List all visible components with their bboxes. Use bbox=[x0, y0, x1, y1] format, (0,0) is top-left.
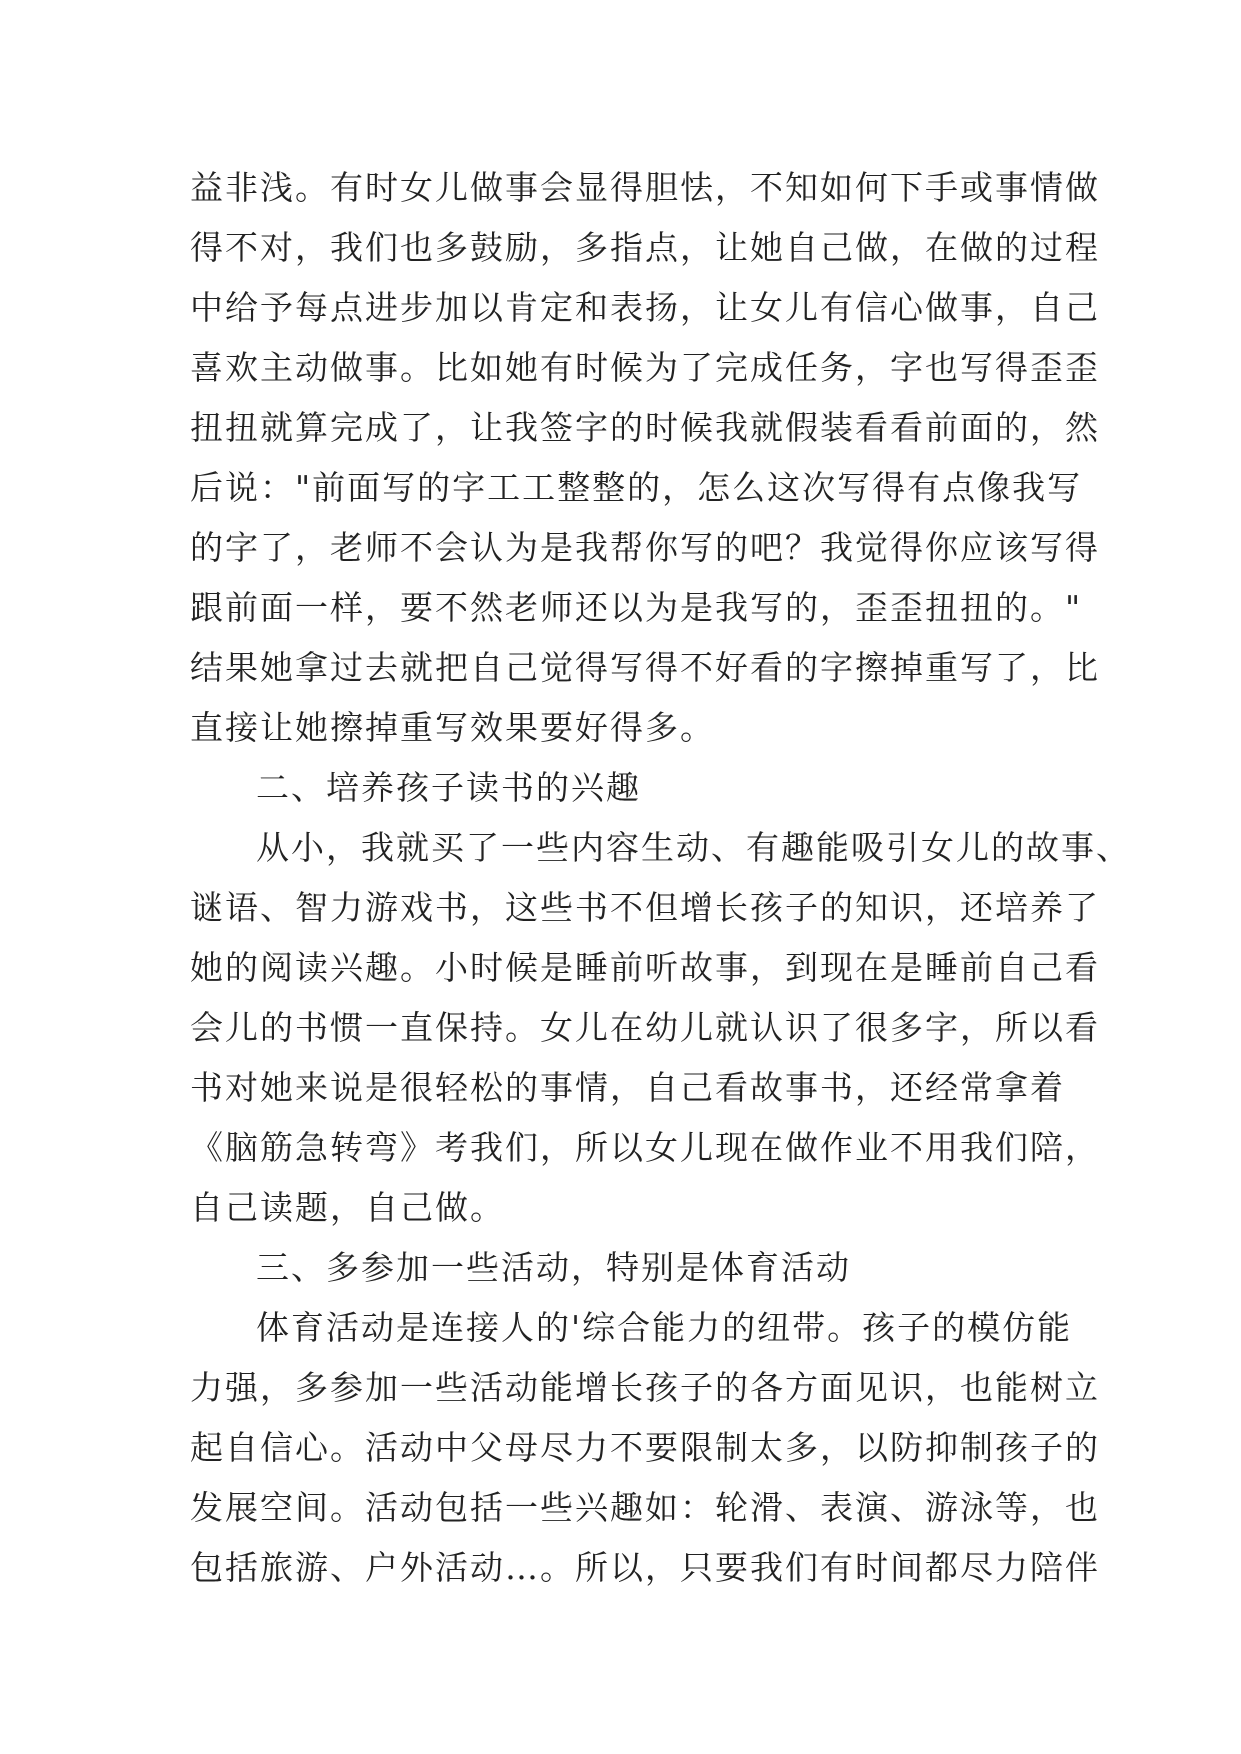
text-line: 自己读题，自己做。 bbox=[190, 1188, 505, 1227]
text-line: 书对她来说是很轻松的事情，自己看故事书，还经常拿着 bbox=[190, 1068, 1065, 1107]
text-line: 从小，我就买了一些内容生动、有趣能吸引女儿的故事、 bbox=[256, 828, 1131, 867]
text-line: 中给予每点进步加以肯定和表扬，让女儿有信心做事，自己 bbox=[190, 288, 1100, 327]
text-line: 《脑筋急转弯》考我们，所以女儿现在做作业不用我们陪， bbox=[190, 1128, 1100, 1167]
text-line: 跟前面一样，要不然老师还以为是我写的，歪歪扭扭的。" bbox=[190, 588, 1083, 627]
text-line: 会儿的书惯一直保持。女儿在幼儿就认识了很多字，所以看 bbox=[190, 1008, 1100, 1047]
text-line: 喜欢主动做事。比如她有时候为了完成任务，字也写得歪歪 bbox=[190, 348, 1100, 387]
text-line: 后说："前面写的字工工整整的，怎么这次写得有点像我写 bbox=[190, 468, 1083, 507]
text-line: 益非浅。有时女儿做事会显得胆怯，不知如何下手或事情做 bbox=[190, 168, 1100, 207]
text-line: 的字了，老师不会认为是我帮你写的吧？我觉得你应该写得 bbox=[190, 528, 1100, 567]
text-line: 发展空间。活动包括一些兴趣如：轮滑、表演、游泳等，也 bbox=[190, 1488, 1100, 1527]
section-heading: 三、多参加一些活动，特别是体育活动 bbox=[256, 1248, 851, 1287]
text-line: 谜语、智力游戏书，这些书不但增长孩子的知识，还培养了 bbox=[190, 888, 1100, 927]
text-line: 得不对，我们也多鼓励，多指点，让她自己做，在做的过程 bbox=[190, 228, 1100, 267]
text-line: 起自信心。活动中父母尽力不要限制太多，以防抑制孩子的 bbox=[190, 1428, 1100, 1467]
text-line: 结果她拿过去就把自己觉得写得不好看的字擦掉重写了，比 bbox=[190, 648, 1100, 687]
text-line: 包括旅游、户外活动…。所以，只要我们有时间都尽力陪伴 bbox=[190, 1548, 1100, 1587]
section-heading: 二、培养孩子读书的兴趣 bbox=[256, 768, 641, 807]
text-line: 力强，多参加一些活动能增长孩子的各方面见识，也能树立 bbox=[190, 1368, 1100, 1407]
body-text bbox=[190, 158, 1131, 1598]
text-line: 她的阅读兴趣。小时候是睡前听故事，到现在是睡前自己看 bbox=[190, 948, 1100, 987]
text-line: 扭扭就算完成了，让我签字的时候我就假装看看前面的，然 bbox=[190, 408, 1100, 447]
text-line: 体育活动是连接人的'综合能力的纽带。孩子的模仿能 bbox=[256, 1308, 1073, 1347]
text-line: 直接让她擦掉重写效果要好得多。 bbox=[190, 708, 715, 747]
